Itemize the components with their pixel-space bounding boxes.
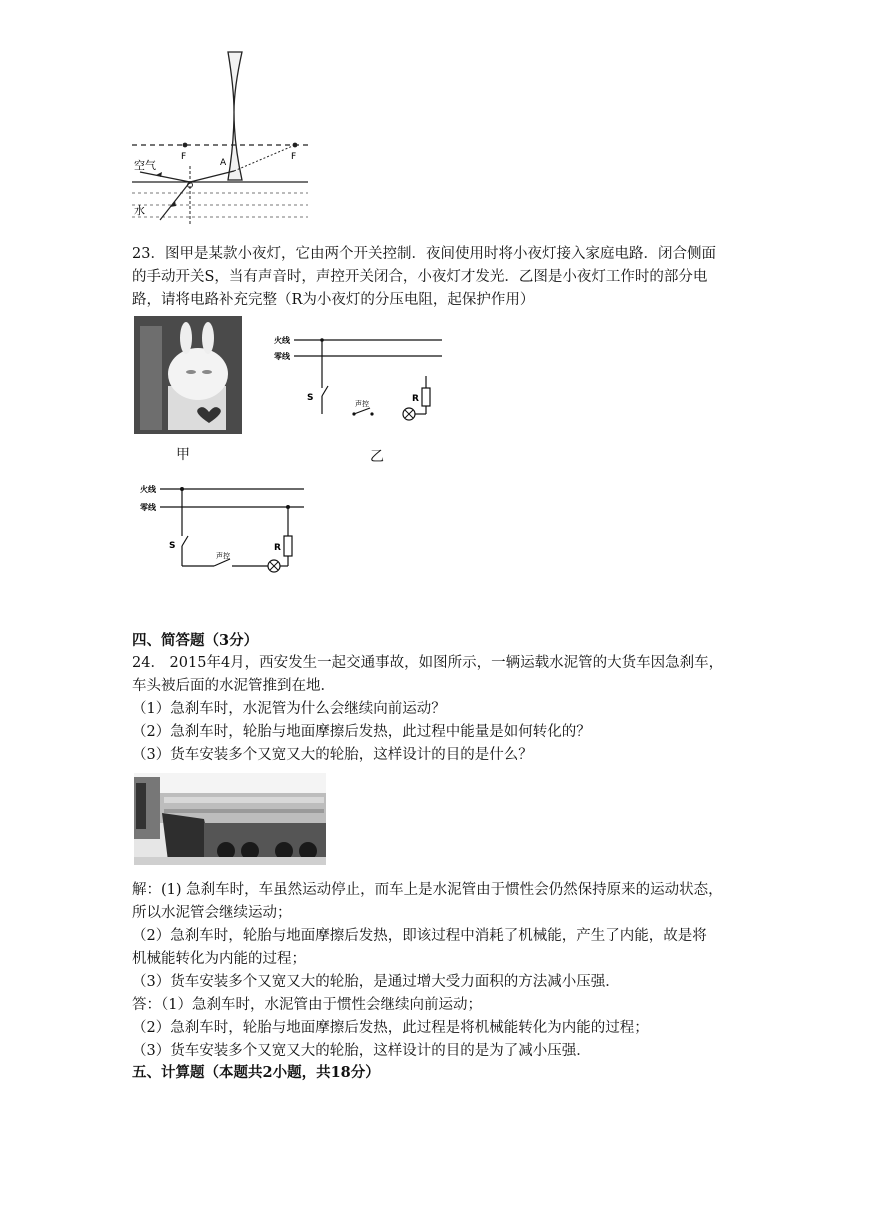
solution-line-2: 所以水泥管会继续运动； xyxy=(132,905,292,921)
caption-yi: 乙 xyxy=(370,449,384,465)
junction-dot xyxy=(286,505,290,509)
solution-line-1: 解：(1) 急刹车时，车虽然运动停止，而车上是水泥管由于惯性会仍然保持原来的运动状态， xyxy=(132,882,723,898)
switch-s-label: S xyxy=(307,393,314,403)
live-label: 火线 xyxy=(274,336,290,345)
q24-line-3: （1）急刹车时，水泥管为什么会继续向前运动？ xyxy=(132,701,446,717)
resistor-label: R xyxy=(412,394,419,404)
night-light-photo xyxy=(134,316,242,434)
sound-switch-label: 声控 xyxy=(216,552,230,560)
answer-line-1: 答：（1）急刹车时，水泥管由于惯性会继续向前运动； xyxy=(132,997,482,1013)
solution-line-3: （2）急刹车时，轮胎与地面摩擦后发热，即该过程中消耗了机械能，产生了内能，故是将 xyxy=(132,928,707,944)
q24-line-1: 24． 2015年4月，西安发生一起交通事故，如图所示，一辆运载水泥管的大货车因急刹车， xyxy=(132,655,724,671)
manual-switch-s xyxy=(322,386,328,396)
section-4-title: 四、简答题（3分） xyxy=(132,632,259,649)
sound-switch xyxy=(354,408,370,414)
section-5-title: 五、计算题（本题共2小题，共18分） xyxy=(132,1064,380,1081)
concave-lens xyxy=(228,52,242,180)
q23-line-1: 23．图甲是某款小夜灯，它由两个开关控制．夜间使用时将小夜灯接入家庭电路．闭合侧面 xyxy=(132,246,716,262)
solution-line-5: （3）货车安装多个又宽又大的轮胎，是通过增大受力面积的方法减小压强． xyxy=(132,974,620,990)
terminal-dot xyxy=(370,412,373,415)
neutral-label: 零线 xyxy=(274,352,290,361)
live-label: 火线 xyxy=(140,485,156,494)
label-air: 空气 xyxy=(134,159,156,172)
sound-switch-label: 声控 xyxy=(355,400,369,408)
incident-ray-dotted xyxy=(234,145,295,171)
resistor-label: R xyxy=(274,543,281,553)
truck-accident-photo xyxy=(134,773,326,865)
focal-label-right: F xyxy=(291,152,297,162)
q24-line-4: （2）急刹车时，轮胎与地面摩擦后发热，此过程中能量是如何转化的？ xyxy=(132,724,591,740)
q24-line-5: （3）货车安装多个又宽又大的轮胎，这样设计的目的是什么？ xyxy=(132,747,533,763)
arrow-icon xyxy=(170,201,176,207)
solution-line-4: 机械能转化为内能的过程； xyxy=(132,951,306,967)
q23-line-3: 路，请将电路补充完整（R为小夜灯的分压电阻，起保护作用） xyxy=(132,292,535,308)
optics-figure xyxy=(130,48,310,228)
manual-switch-s xyxy=(182,536,188,546)
q24-line-2: 车头被后面的水泥管推到在地． xyxy=(132,678,335,694)
neutral-label: 零线 xyxy=(140,503,156,512)
resistor-r xyxy=(284,536,292,556)
label-water: 水 xyxy=(134,204,145,217)
sound-switch xyxy=(214,559,230,566)
resistor-r xyxy=(422,388,430,406)
caption-jia: 甲 xyxy=(176,447,190,463)
focal-point-left xyxy=(183,143,188,148)
circuit-incomplete xyxy=(272,330,448,436)
q23-line-2: 的手动开关S，当有声音时，声控开关闭合，小夜灯才发光．乙图是小夜灯工作时的部分电 xyxy=(132,269,708,285)
circuit-answer xyxy=(138,478,308,578)
point-label-a: A xyxy=(220,158,227,168)
switch-s-label: S xyxy=(169,541,176,551)
answer-line-3: （3）货车安装多个又宽又大的轮胎，这样设计的目的是为了减小压强． xyxy=(132,1043,591,1059)
focal-label-left: F xyxy=(181,152,187,162)
answer-line-2: （2）急刹车时，轮胎与地面摩擦后发热，此过程是将机械能转化为内能的过程； xyxy=(132,1020,649,1036)
refracted-ray-air xyxy=(140,172,190,182)
